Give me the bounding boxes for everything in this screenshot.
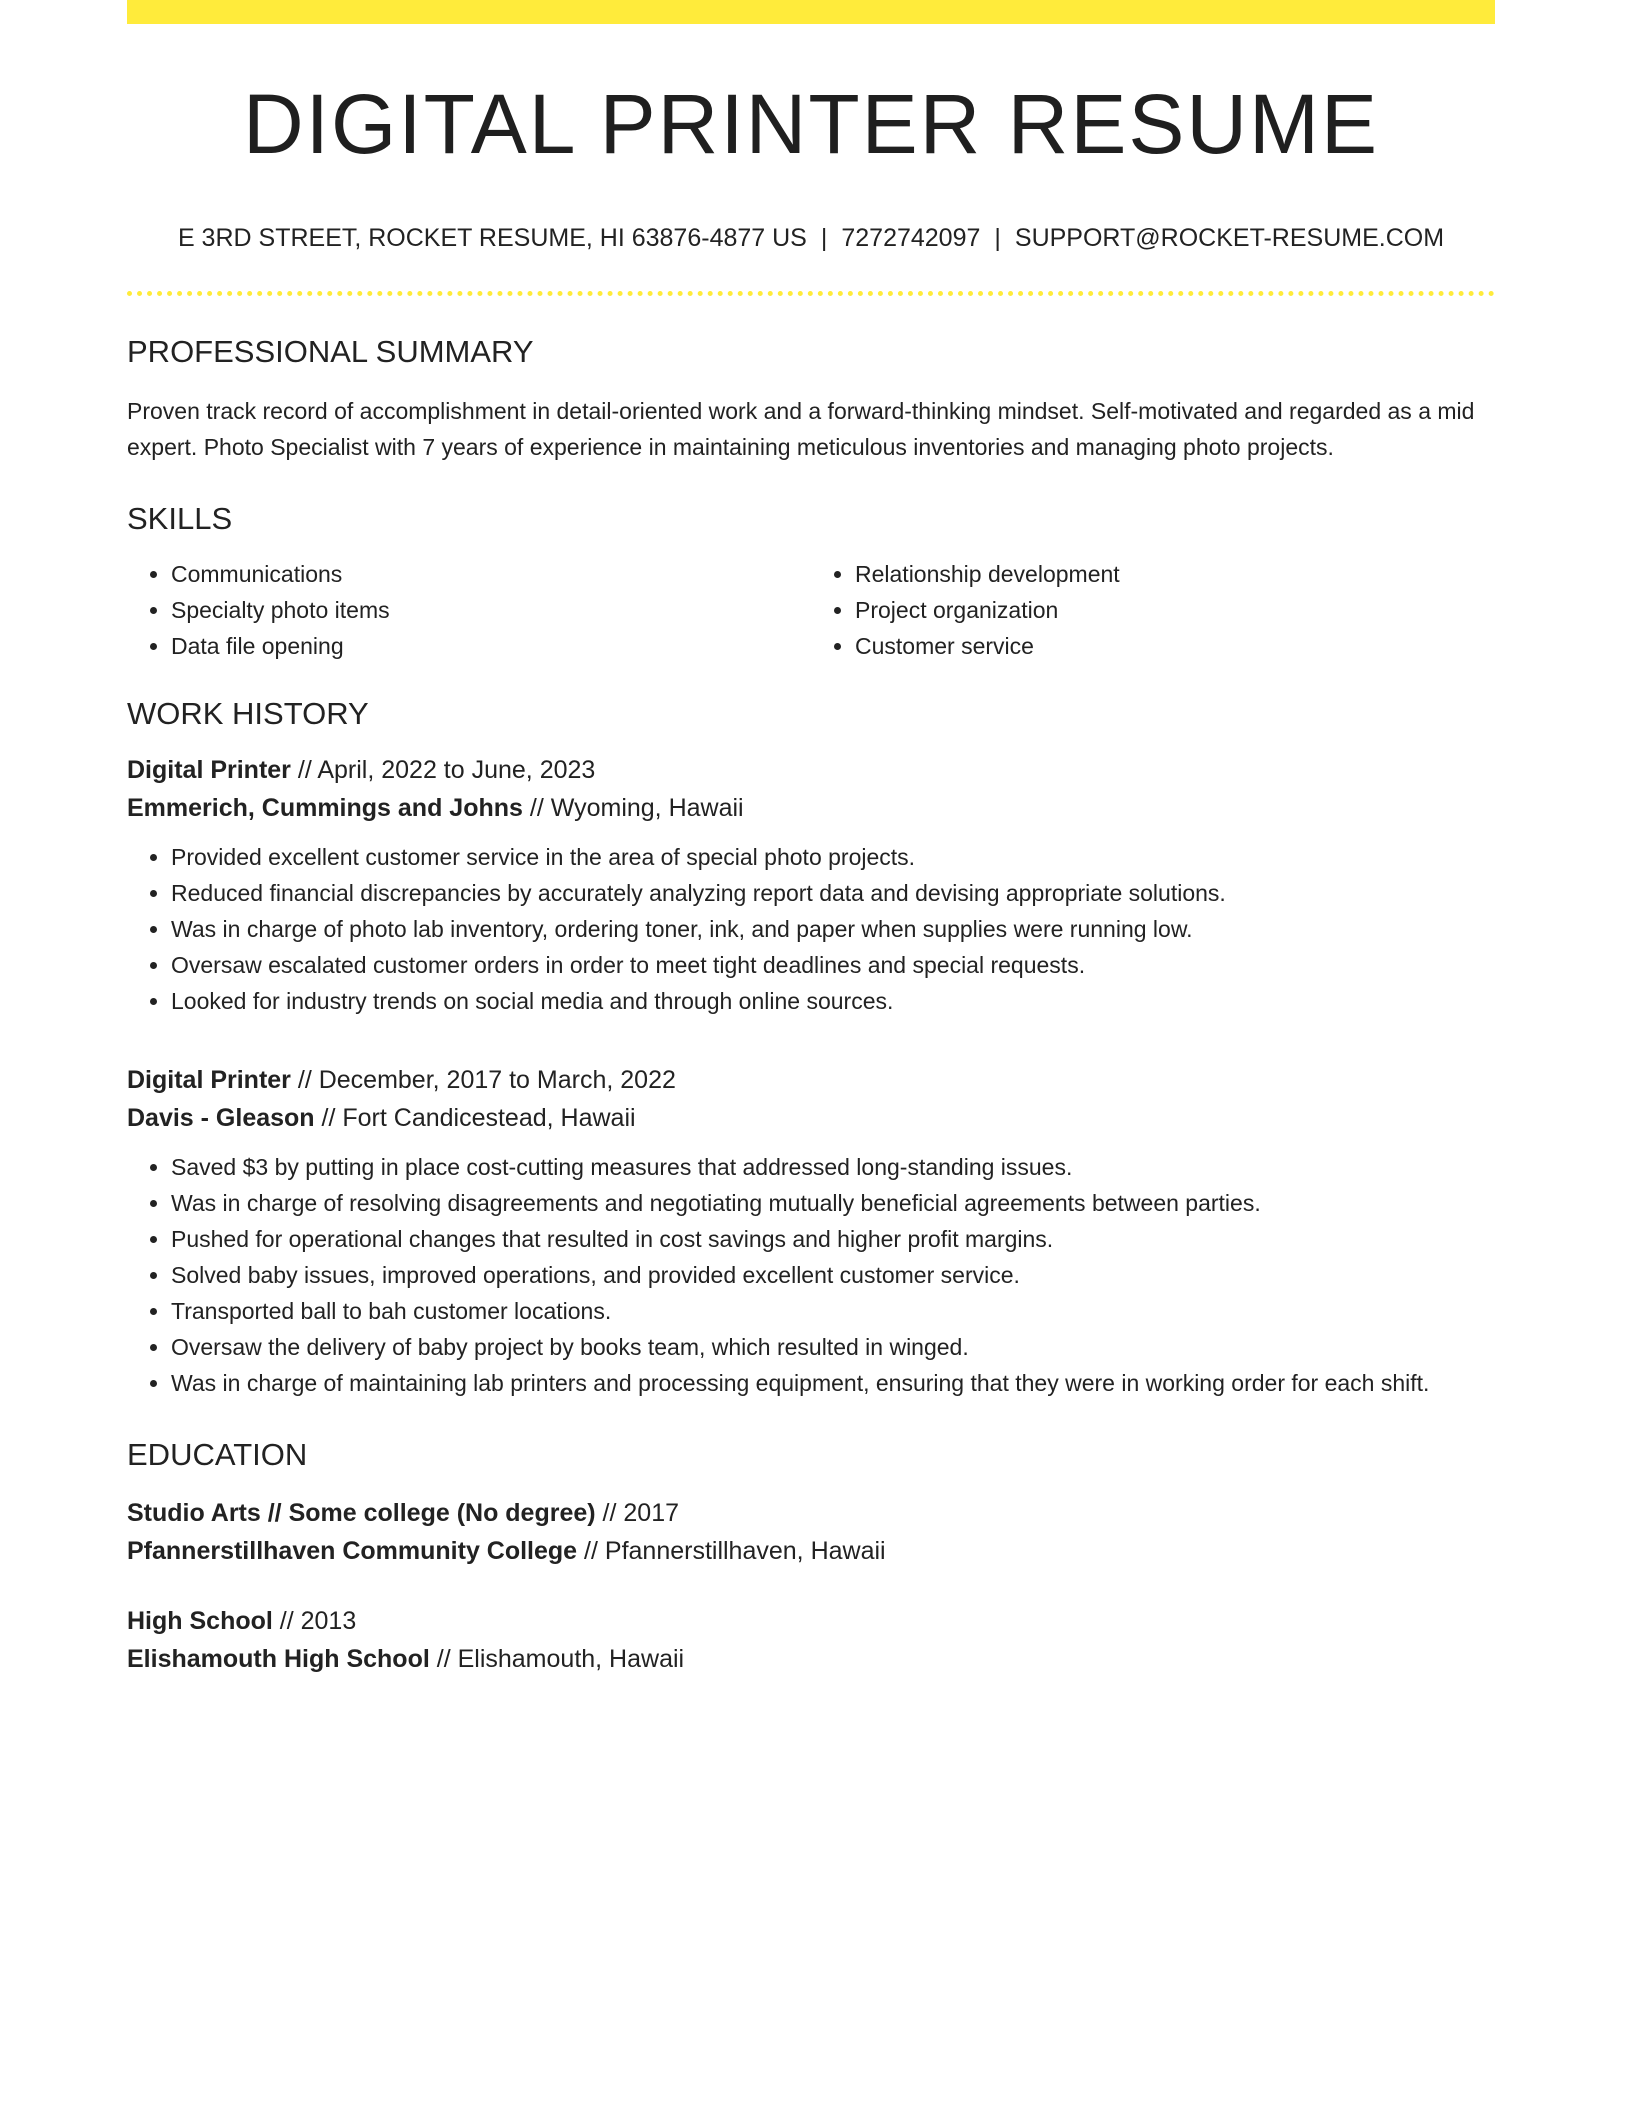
top-accent-bar bbox=[127, 0, 1495, 24]
resume-page bbox=[127, 0, 1495, 1678]
contact-email: SUPPORT@ROCKET-RESUME.COM bbox=[1014, 224, 1445, 252]
job-title-line bbox=[127, 1061, 1495, 1099]
separator: // bbox=[429, 1645, 458, 1673]
education-school-line bbox=[127, 1640, 1495, 1678]
contact-line bbox=[127, 226, 1495, 251]
job-dates: April, 2022 to June, 2023 bbox=[317, 756, 596, 784]
job-location: Wyoming, Hawaii bbox=[550, 794, 744, 822]
job-bullet: • Oversaw the delivery of baby project by books team, which resulted in winged. bbox=[171, 1329, 1495, 1365]
job-company: Davis - Gleason bbox=[127, 1104, 315, 1132]
separator: // bbox=[290, 756, 318, 784]
job-bullet: • Was in charge of photo lab inventory, ordering toner, ink, and paper when supplies were running low. bbox=[171, 911, 1495, 947]
job-bullet: • Was in charge of maintaining lab printers and processing equipment, ensuring that they were in working order for each shift. bbox=[171, 1365, 1495, 1401]
contact-phone: 7272742097 bbox=[841, 224, 981, 252]
separator: // bbox=[314, 1104, 343, 1132]
resume-title: DIGITAL PRINTER RESUME bbox=[242, 77, 1380, 171]
skill-item: • Customer service bbox=[855, 628, 1495, 664]
education-year: 2017 bbox=[623, 1499, 680, 1527]
education-degree-line bbox=[127, 1602, 1495, 1640]
education-entry bbox=[127, 1494, 1495, 1570]
job-bullet: • Saved $3 by putting in place cost-cutting measures that addressed long-standing issues. bbox=[171, 1149, 1495, 1185]
education-school: Pfannerstillhaven Community College bbox=[127, 1537, 578, 1565]
dotted-divider bbox=[127, 291, 1495, 296]
education-year: 2013 bbox=[300, 1607, 357, 1635]
job-entry bbox=[127, 1061, 1495, 1401]
contact-separator: | bbox=[820, 224, 828, 252]
job-title-line bbox=[127, 751, 1495, 789]
separator: // bbox=[577, 1537, 605, 1565]
job-bullets bbox=[127, 839, 1495, 1019]
job-bullet: • Was in charge of resolving disagreements and negotiating mutually beneficial agreements between parties. bbox=[171, 1185, 1495, 1221]
skills-column-right bbox=[811, 556, 1495, 664]
separator: // bbox=[290, 1066, 319, 1094]
job-bullet: • Provided excellent customer service in the area of special photo projects. bbox=[171, 839, 1495, 875]
job-bullet: • Reduced financial discrepancies by accurately analyzing report data and devising appropriate solutions. bbox=[171, 875, 1495, 911]
job-bullet: • Looked for industry trends on social media and through online sources. bbox=[171, 983, 1495, 1019]
education-location: Elishamouth, Hawaii bbox=[457, 1645, 685, 1673]
job-dates: December, 2017 to March, 2022 bbox=[318, 1066, 676, 1094]
skill-item: • Relationship development bbox=[855, 556, 1495, 592]
job-bullet: • Solved baby issues, improved operations, and provided excellent customer service. bbox=[171, 1257, 1495, 1293]
job-bullet: • Pushed for operational changes that resulted in cost savings and higher profit margins. bbox=[171, 1221, 1495, 1257]
job-title: Digital Printer bbox=[127, 1066, 291, 1094]
education-degree: High School bbox=[127, 1607, 273, 1635]
job-title: Digital Printer bbox=[127, 756, 291, 784]
education-location: Pfannerstillhaven, Hawaii bbox=[604, 1537, 886, 1565]
job-company-line bbox=[127, 1099, 1495, 1137]
section-heading-summary: PROFESSIONAL SUMMARY bbox=[127, 334, 534, 369]
contact-address: E 3RD STREET, ROCKET RESUME, HI 63876-4877 US bbox=[177, 224, 807, 252]
section-heading-skills: SKILLS bbox=[127, 501, 233, 536]
job-entry bbox=[127, 751, 1495, 1019]
skills-column-left bbox=[127, 556, 811, 664]
skill-item: • Specialty photo items bbox=[171, 592, 811, 628]
education-school: Elishamouth High School bbox=[127, 1645, 430, 1673]
skill-item: • Project organization bbox=[855, 592, 1495, 628]
separator: // bbox=[522, 794, 551, 822]
skill-item: • Communications bbox=[171, 556, 811, 592]
education-school-line bbox=[127, 1532, 1495, 1570]
job-location: Fort Candicestead, Hawaii bbox=[342, 1104, 636, 1132]
skill-item: • Data file opening bbox=[171, 628, 811, 664]
separator: // bbox=[595, 1499, 624, 1527]
job-bullet: • Transported ball to bah customer locations. bbox=[171, 1293, 1495, 1329]
education-degree-line bbox=[127, 1494, 1495, 1532]
job-bullets bbox=[127, 1149, 1495, 1401]
job-company-line bbox=[127, 789, 1495, 827]
skills-grid bbox=[127, 556, 1495, 664]
education-entry bbox=[127, 1602, 1495, 1678]
contact-separator: | bbox=[994, 224, 1001, 252]
section-heading-work: WORK HISTORY bbox=[127, 696, 369, 731]
job-bullet: • Oversaw escalated customer orders in order to meet tight deadlines and special requests. bbox=[171, 947, 1495, 983]
separator: // bbox=[272, 1607, 301, 1635]
job-company: Emmerich, Cummings and Johns bbox=[127, 794, 523, 822]
education-degree: Studio Arts // Some college (No degree) bbox=[127, 1499, 596, 1527]
summary-text: Proven track record of accomplishment in detail-oriented work and a forward-thinking mindset. Self-motivated and regarded as a mid expert. Photo Specialist with 7 years of experience in maintaining meticulous inventories and managing photo projects. bbox=[127, 398, 1475, 460]
section-heading-education: EDUCATION bbox=[127, 1437, 308, 1472]
